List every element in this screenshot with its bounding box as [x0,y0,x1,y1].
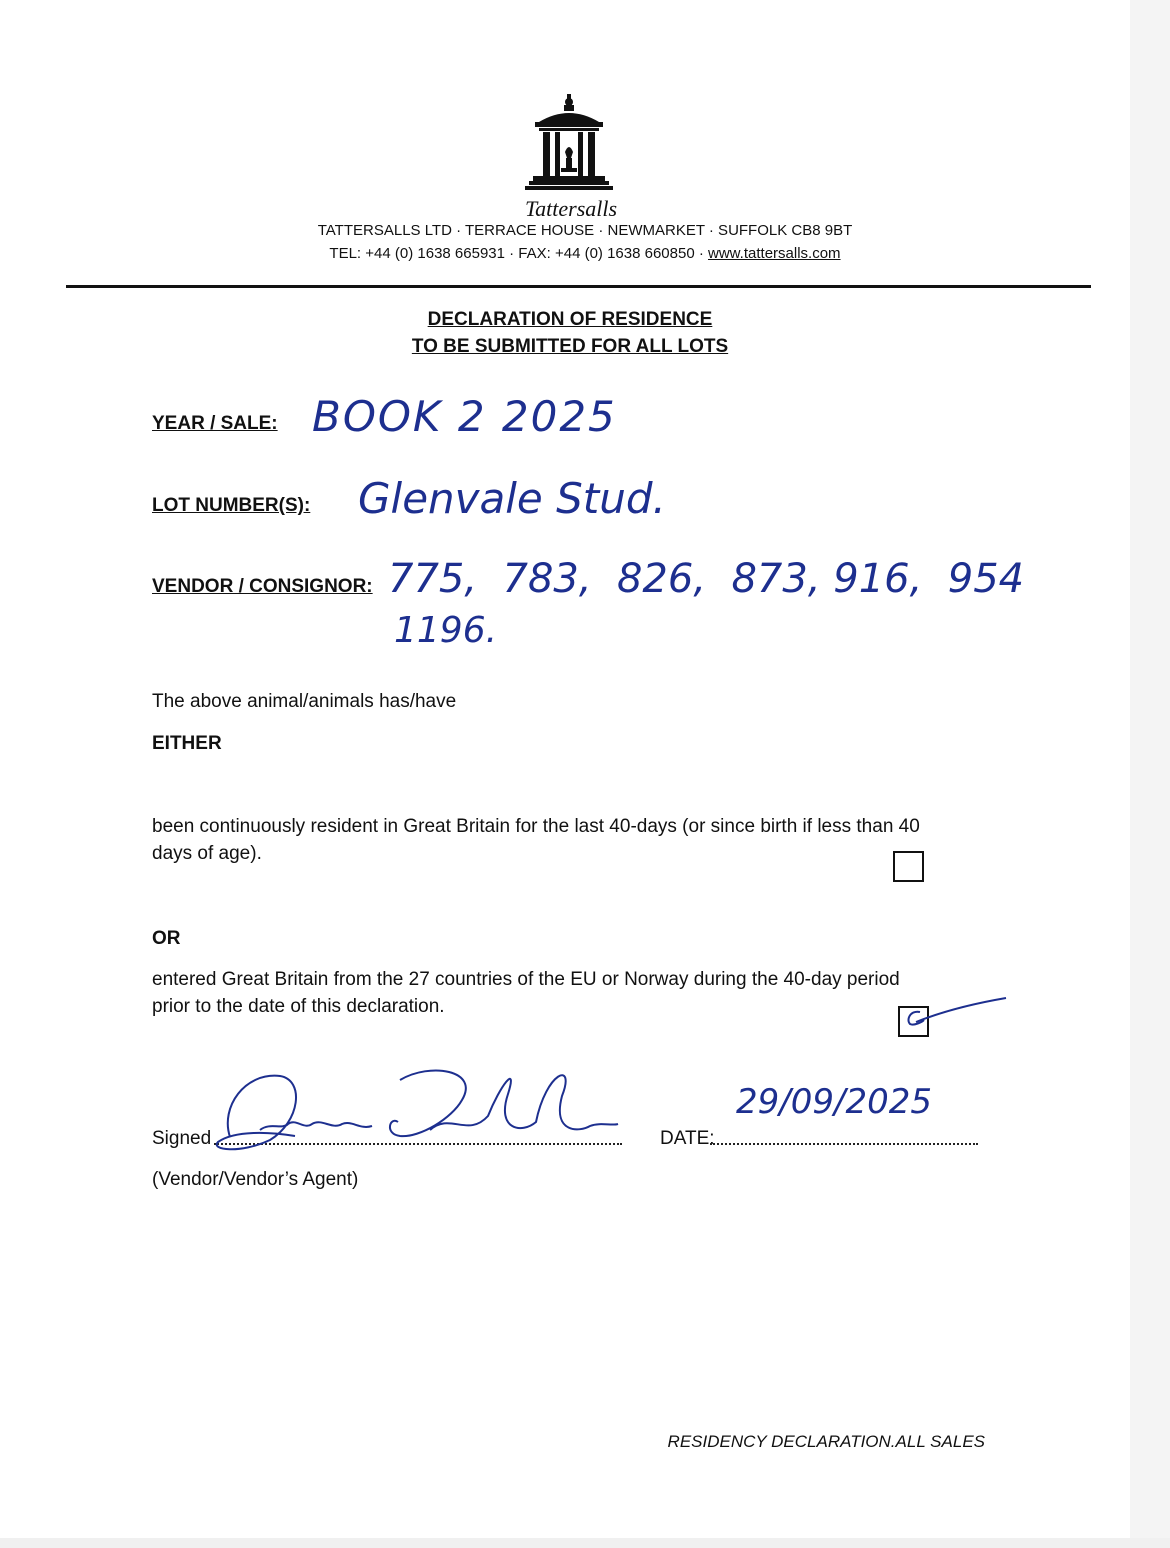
option1-checkbox[interactable] [893,851,924,882]
company-address: TATTERSALLS LTD · TERRACE HOUSE · NEWMARKET · SUFFOLK CB8 9BT [317,222,853,239]
vendor-consignor-value-line2[interactable]: 1196. [394,610,498,651]
scan-page-edge [1130,0,1170,1548]
brand-name: Tattersalls [524,196,618,221]
option2-check-mark [896,994,1010,1040]
signatory-role-label: (Vendor/Vendor’s Agent) [152,1169,359,1190]
option2-text-line1: entered Great Britain from the 27 countries of the EU or Norway during the 40-day period [152,969,900,990]
vendor-consignor-label: VENDOR / CONSIGNOR: [152,576,373,597]
option1-text-line1: been continuously resident in Great Britain for the last 40-days (or since birth if less than 40 [152,816,920,837]
date-line [710,1143,978,1145]
scan-page-bottom [0,1538,1170,1548]
signed-label: Signed [152,1128,212,1149]
or-heading: OR [152,928,181,949]
year-sale-value[interactable]: BOOK 2 2025 [312,392,617,441]
signature-scrawl [200,1052,620,1164]
vendor-consignor-value[interactable]: 775, 783, 826, 873, 916, 954 [388,556,1025,602]
year-sale-label: YEAR / SALE: [152,413,278,434]
form-title: DECLARATION OF RESIDENCE [427,309,713,330]
date-label: DATE: [660,1128,715,1149]
declaration-intro: The above animal/animals has/have [152,691,457,712]
header-divider [66,285,1091,288]
website-link[interactable]: www.tattersalls.com [708,245,841,262]
lot-numbers-label: LOT NUMBER(S): [152,495,311,516]
date-value[interactable]: 29/09/2025 [736,1082,932,1122]
option2-text-line2: prior to the date of this declaration. [152,996,445,1017]
lot-numbers-value[interactable]: Glenvale Stud. [358,474,666,523]
contact-line [200,245,970,262]
form-subtitle: TO BE SUBMITTED FOR ALL LOTS [411,336,729,357]
option1-text-line2: days of age). [152,843,262,864]
tattersalls-rotunda-logo [525,92,613,194]
either-heading: EITHER [152,733,222,754]
form-reference-footer: RESIDENCY DECLARATION.ALL SALES [667,1432,985,1451]
phone-fax: TEL: +44 (0) 1638 665931 · FAX: +44 (0) 1638 660850 · [329,245,709,262]
